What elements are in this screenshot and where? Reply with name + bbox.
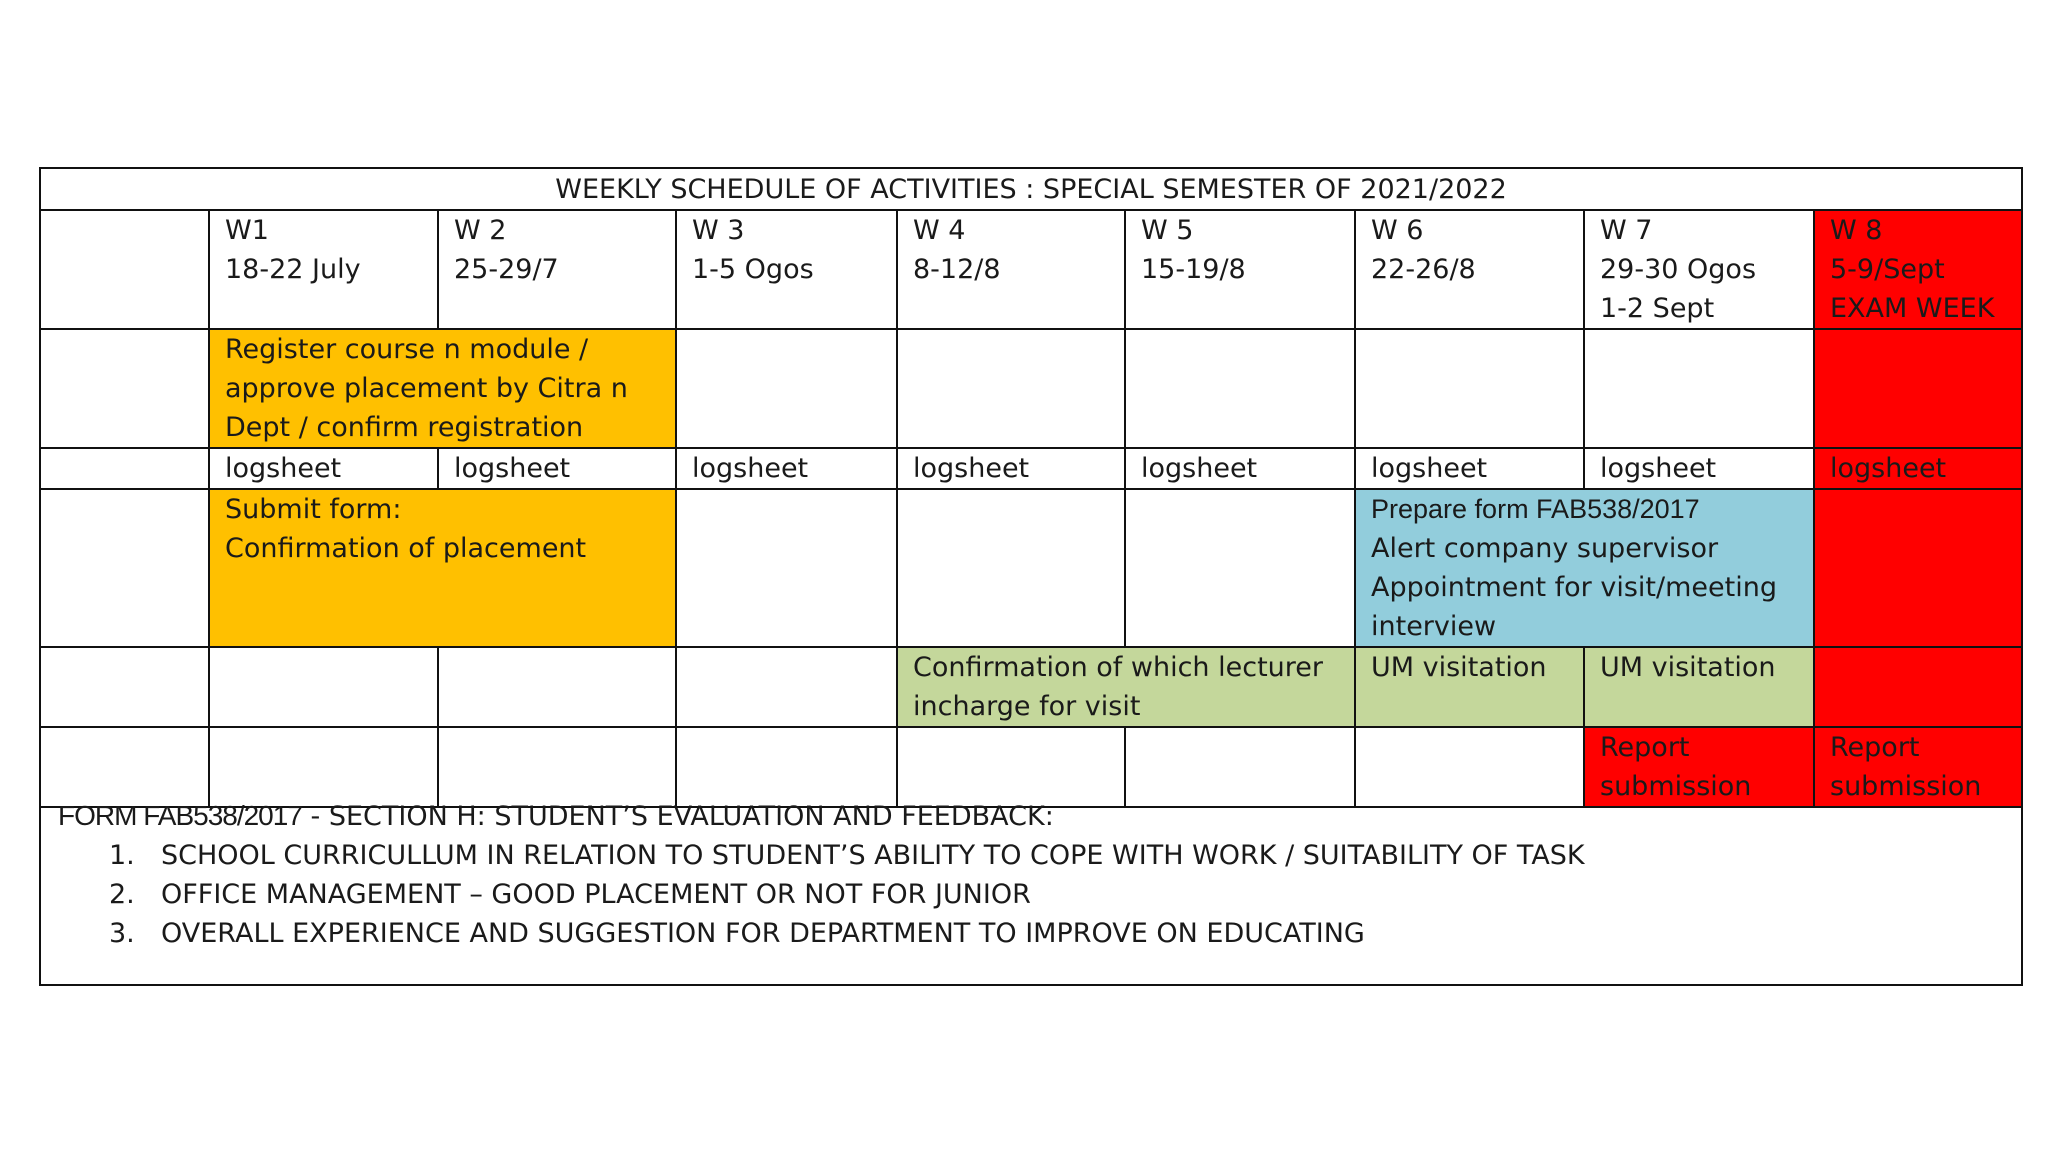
- week-dates: 8-12/8: [913, 254, 1001, 285]
- register-activity: [209, 329, 676, 448]
- week-header-5: [1125, 210, 1355, 329]
- register-line: approve placement by Citra n: [225, 373, 628, 404]
- empty-cell: [1355, 727, 1584, 807]
- submit-form-line: Submit form:: [225, 494, 402, 525]
- feedback-heading: [41, 796, 2021, 836]
- row-label-cell: [41, 448, 209, 489]
- report-line: submission: [1830, 771, 1982, 802]
- schedule-title: WEEKLY SCHEDULE OF ACTIVITIES : SPECIAL SEMESTER OF 2021/2022: [41, 169, 2021, 210]
- logsheet-cell-exam: logsheet: [1814, 448, 2021, 489]
- week-dates: 5-9/Sept: [1830, 254, 1945, 285]
- logsheet-cell: logsheet: [1125, 448, 1355, 489]
- um-visitation-w6: UM visitation: [1355, 647, 1584, 727]
- empty-cell: [1125, 727, 1355, 807]
- week-header-2: [438, 210, 676, 329]
- feedback-item-number: 2.: [109, 879, 135, 910]
- logsheet-row: [41, 448, 2021, 489]
- submit-form-line: Confirmation of placement: [225, 533, 587, 564]
- week-dates: 22-26/8: [1371, 254, 1476, 285]
- week-dates-extra: 1-2 Sept: [1600, 293, 1715, 324]
- prepare-form-line: Appointment for visit/meeting: [1371, 572, 1777, 603]
- logsheet-cell: logsheet: [1355, 448, 1584, 489]
- register-line: Dept / confirm registration: [225, 412, 584, 443]
- week-dates: 25-29/7: [454, 254, 559, 285]
- week-label: W 8: [1830, 215, 1883, 246]
- feedback-item-number: 3.: [109, 918, 135, 949]
- report-line: Report: [1600, 732, 1690, 763]
- week-dates: 1-5 Ogos: [692, 254, 814, 285]
- exam-week-label: EXAM WEEK: [1830, 293, 1995, 324]
- submit-form-activity: [209, 489, 676, 647]
- submit-form-row: [41, 489, 2021, 647]
- feedback-item: [41, 875, 2021, 914]
- row-label-cell: [41, 489, 209, 647]
- week-label: W 3: [692, 215, 745, 246]
- schedule-table: [41, 169, 2021, 808]
- report-submission-w8: [1814, 727, 2021, 807]
- empty-cell: [897, 727, 1125, 807]
- empty-cell: [676, 329, 897, 448]
- report-line: submission: [1600, 771, 1752, 802]
- empty-cell: [1125, 489, 1355, 647]
- week-label: W 5: [1141, 215, 1194, 246]
- schedule-document: [39, 167, 2023, 986]
- row-label-cell: [41, 727, 209, 807]
- feedback-item: [41, 836, 2021, 875]
- exam-week-cell: [1814, 647, 2021, 727]
- empty-cell: [676, 489, 897, 647]
- um-visitation-w7: UM visitation: [1584, 647, 1814, 727]
- week-dates: 18-22 July: [225, 254, 361, 285]
- register-line: Register course n module /: [225, 334, 589, 365]
- weeks-header-row: [41, 210, 2021, 329]
- empty-cell: [209, 727, 438, 807]
- empty-cell: [1355, 329, 1584, 448]
- lecturer-confirmation-activity: [897, 647, 1355, 727]
- lecturer-confirmation-line: incharge for visit: [913, 691, 1141, 722]
- empty-cell: [438, 727, 676, 807]
- prepare-form-line: Alert company supervisor: [1371, 533, 1719, 564]
- feedback-section: [41, 796, 2021, 953]
- feedback-item-number: 1.: [109, 840, 135, 871]
- week-label: W 2: [454, 215, 507, 246]
- feedback-heading-text: - SECTION H: STUDENT’S EVALUATION AND FEEDBACK:: [301, 801, 1054, 832]
- logsheet-cell: logsheet: [438, 448, 676, 489]
- lecturer-confirmation-line: Confirmation of which lecturer: [913, 652, 1323, 683]
- feedback-list: [41, 836, 2021, 953]
- feedback-item-text: OFFICE MANAGEMENT – GOOD PLACEMENT OR NOT FOR JUNIOR: [161, 879, 1031, 910]
- week-label: W1: [225, 215, 269, 246]
- empty-cell: [676, 647, 897, 727]
- row-label-cell: [41, 329, 209, 448]
- week-header-7: [1584, 210, 1814, 329]
- prepare-form-line: Prepare form FAB538/2017: [1371, 494, 1700, 524]
- empty-cell: [1125, 329, 1355, 448]
- logsheet-cell: logsheet: [897, 448, 1125, 489]
- prepare-form-line: interview: [1371, 611, 1497, 642]
- exam-week-cell: [1814, 329, 2021, 448]
- logsheet-cell: logsheet: [676, 448, 897, 489]
- report-line: Report: [1830, 732, 1920, 763]
- week-header-1: [209, 210, 438, 329]
- report-row: [41, 727, 2021, 807]
- week-header-8-exam: [1814, 210, 2021, 329]
- week-label: W 7: [1600, 215, 1653, 246]
- week-header-4: [897, 210, 1125, 329]
- empty-cell: [676, 727, 897, 807]
- week-label: W 6: [1371, 215, 1424, 246]
- week-label: W 4: [913, 215, 966, 246]
- empty-cell: [209, 647, 438, 727]
- feedback-item: [41, 914, 2021, 953]
- row-label-cell: [41, 210, 209, 329]
- week-dates: 29-30 Ogos: [1600, 254, 1757, 285]
- form-code: FORM FAB538/2017: [58, 800, 302, 831]
- empty-cell: [438, 647, 676, 727]
- week-dates: 15-19/8: [1141, 254, 1246, 285]
- feedback-item-text: OVERALL EXPERIENCE AND SUGGESTION FOR DEPARTMENT TO IMPROVE ON EDUCATING: [161, 918, 1365, 949]
- prepare-form-activity: [1355, 489, 1814, 647]
- empty-cell: [1584, 329, 1814, 448]
- report-submission-w7: [1584, 727, 1814, 807]
- empty-cell: [897, 329, 1125, 448]
- visitation-row: [41, 647, 2021, 727]
- register-row: [41, 329, 2021, 448]
- logsheet-cell: logsheet: [209, 448, 438, 489]
- feedback-item-text: SCHOOL CURRICULLUM IN RELATION TO STUDENT’S ABILITY TO COPE WITH WORK / SUITABILITY OF TASK: [161, 840, 1585, 871]
- week-header-3: [676, 210, 897, 329]
- exam-week-cell: [1814, 489, 2021, 647]
- row-label-cell: [41, 647, 209, 727]
- empty-cell: [897, 489, 1125, 647]
- week-header-6: [1355, 210, 1584, 329]
- logsheet-cell: logsheet: [1584, 448, 1814, 489]
